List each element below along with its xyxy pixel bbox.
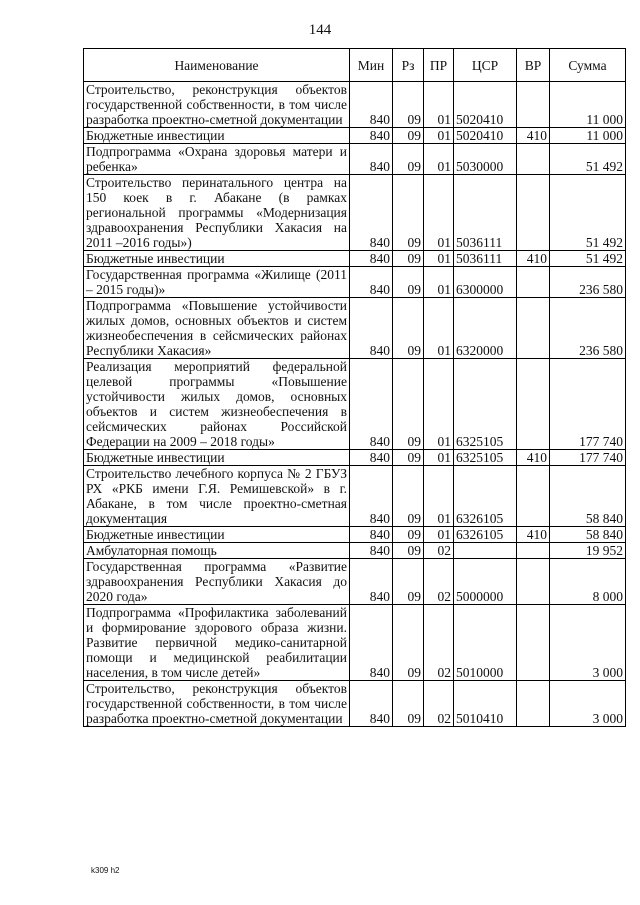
cell-vr: [517, 466, 550, 527]
cell-rz: 09: [393, 298, 424, 359]
cell-pr: 01: [424, 175, 454, 251]
cell-min: 840: [350, 450, 393, 466]
table-row: [84, 175, 626, 251]
cell-sum: 51 492: [550, 175, 626, 251]
cell-vr: [517, 359, 550, 450]
cell-vr: [517, 559, 550, 605]
cell-pr: 01: [424, 82, 454, 128]
cell-sum: 236 580: [550, 267, 626, 298]
cell-min: 840: [350, 251, 393, 267]
cell-min: 840: [350, 128, 393, 144]
cell-name: Бюджетные инвестиции: [84, 128, 350, 144]
cell-vr: 410: [517, 128, 550, 144]
cell-min: 840: [350, 267, 393, 298]
cell-pr: 01: [424, 359, 454, 450]
cell-sum: 177 740: [550, 359, 626, 450]
cell-name: Подпрограмма «Повышение устойчивости жилых домов, основных объектов и систем жизнеобеспечения в сейсмических районах Республики Хакасия»: [84, 298, 350, 359]
cell-sum: 58 840: [550, 466, 626, 527]
cell-sum: 236 580: [550, 298, 626, 359]
cell-vr: [517, 298, 550, 359]
table-row: [84, 450, 626, 466]
cell-rz: 09: [393, 605, 424, 681]
table-row: [84, 128, 626, 144]
cell-sum: 51 492: [550, 251, 626, 267]
cell-rz: 09: [393, 144, 424, 175]
cell-name: Подпрограмма «Охрана здоровья матери и ребенка»: [84, 144, 350, 175]
table-row: [84, 527, 626, 543]
cell-rz: 09: [393, 251, 424, 267]
cell-pr: 01: [424, 450, 454, 466]
cell-rz: 09: [393, 128, 424, 144]
header-rz: Рз: [393, 49, 424, 82]
cell-name: Бюджетные инвестиции: [84, 450, 350, 466]
cell-min: 840: [350, 527, 393, 543]
header-sum: Сумма: [550, 49, 626, 82]
table-row: [84, 144, 626, 175]
cell-csr: 6325105: [454, 359, 517, 450]
cell-min: 840: [350, 466, 393, 527]
cell-csr: 5020410: [454, 82, 517, 128]
cell-vr: [517, 267, 550, 298]
cell-vr: 410: [517, 450, 550, 466]
cell-csr: 5020410: [454, 128, 517, 144]
cell-rz: 09: [393, 681, 424, 727]
cell-csr: 6326105: [454, 466, 517, 527]
cell-vr: 410: [517, 527, 550, 543]
cell-vr: [517, 605, 550, 681]
cell-min: 840: [350, 144, 393, 175]
cell-rz: 09: [393, 466, 424, 527]
cell-name: Бюджетные инвестиции: [84, 527, 350, 543]
cell-csr: 6325105: [454, 450, 517, 466]
table-row: [84, 681, 626, 727]
cell-vr: [517, 82, 550, 128]
cell-vr: [517, 175, 550, 251]
header-min: Мин: [350, 49, 393, 82]
cell-pr: 01: [424, 267, 454, 298]
table-row: [84, 543, 626, 559]
cell-pr: 01: [424, 527, 454, 543]
cell-pr: 02: [424, 559, 454, 605]
cell-name: Бюджетные инвестиции: [84, 251, 350, 267]
table-row: [84, 559, 626, 605]
cell-pr: 02: [424, 543, 454, 559]
cell-sum: 3 000: [550, 605, 626, 681]
cell-pr: 01: [424, 128, 454, 144]
cell-csr: 6326105: [454, 527, 517, 543]
cell-name: Амбулаторная помощь: [84, 543, 350, 559]
cell-name: Строительство, реконструкция объектов государственной собственности, в том числе разработка проектно-сметной документации: [84, 82, 350, 128]
cell-pr: 02: [424, 681, 454, 727]
table-row: [84, 605, 626, 681]
cell-min: 840: [350, 543, 393, 559]
cell-vr: [517, 543, 550, 559]
cell-pr: 01: [424, 251, 454, 267]
table-row: [84, 466, 626, 527]
cell-vr: [517, 681, 550, 727]
cell-min: 840: [350, 298, 393, 359]
cell-sum: 11 000: [550, 82, 626, 128]
header-row: [84, 49, 626, 82]
cell-name: Реализация мероприятий федеральной целевой программы «Повышение устойчивости жилых домов, основных объектов и систем жизнеобеспечения в сейсмических районах Российской Федерации на 2009 – 2018 годы»: [84, 359, 350, 450]
cell-csr: 5000000: [454, 559, 517, 605]
cell-csr: 5010410: [454, 681, 517, 727]
cell-pr: 01: [424, 466, 454, 527]
cell-sum: 11 000: [550, 128, 626, 144]
cell-sum: 177 740: [550, 450, 626, 466]
cell-rz: 09: [393, 359, 424, 450]
cell-sum: 3 000: [550, 681, 626, 727]
table-row: [84, 267, 626, 298]
table-row: [84, 251, 626, 267]
table-row: [84, 298, 626, 359]
cell-csr: 5010000: [454, 605, 517, 681]
cell-sum: 8 000: [550, 559, 626, 605]
cell-pr: 02: [424, 605, 454, 681]
cell-min: 840: [350, 605, 393, 681]
cell-min: 840: [350, 681, 393, 727]
cell-pr: 01: [424, 298, 454, 359]
cell-csr: 5030000: [454, 144, 517, 175]
cell-name: Строительство перинатального центра на 150 коек в г. Абакане (в рамках региональной программы «Модернизация здравоохранения Республики Хакасия на 2011 –2016 годы»): [84, 175, 350, 251]
cell-name: Подпрограмма «Профилактика заболеваний и формирование здорового образа жизни. Развитие первичной медико-санитарной помощи и медицинской реабилитации населения, в том числе детей»: [84, 605, 350, 681]
cell-name: Строительство, реконструкция объектов государственной собственности, в том числе разработка проектно-сметной документации: [84, 681, 350, 727]
header-pr: ПР: [424, 49, 454, 82]
cell-rz: 09: [393, 267, 424, 298]
cell-vr: [517, 144, 550, 175]
header-vr: ВР: [517, 49, 550, 82]
cell-rz: 09: [393, 559, 424, 605]
cell-vr: 410: [517, 251, 550, 267]
page-number: 144: [308, 22, 332, 38]
header-csr: ЦСР: [454, 49, 517, 82]
cell-rz: 09: [393, 450, 424, 466]
cell-sum: 51 492: [550, 144, 626, 175]
table-row: [84, 82, 626, 128]
cell-csr: 6300000: [454, 267, 517, 298]
cell-rz: 09: [393, 82, 424, 128]
footer-code: k309 h2: [91, 866, 120, 875]
cell-rz: 09: [393, 175, 424, 251]
cell-name: Государственная программа «Жилище (2011 – 2015 годы)»: [84, 267, 350, 298]
cell-min: 840: [350, 359, 393, 450]
cell-sum: 19 952: [550, 543, 626, 559]
header-name: Наименование: [84, 49, 350, 82]
budget-table: [83, 48, 626, 727]
cell-min: 840: [350, 82, 393, 128]
cell-rz: 09: [393, 543, 424, 559]
cell-pr: 01: [424, 144, 454, 175]
cell-sum: 58 840: [550, 527, 626, 543]
cell-csr: 5036111: [454, 251, 517, 267]
cell-name: Строительство лечебного корпуса № 2 ГБУЗ РХ «РКБ имени Г.Я. Ремишевской» в г. Абакане, в том числе проектно-сметная документация: [84, 466, 350, 527]
cell-csr: 6320000: [454, 298, 517, 359]
cell-csr: 5036111: [454, 175, 517, 251]
cell-name: Государственная программа «Развитие здравоохранения Республики Хакасия до 2020 года»: [84, 559, 350, 605]
table-row: [84, 359, 626, 450]
cell-min: 840: [350, 559, 393, 605]
cell-csr: [454, 543, 517, 559]
cell-rz: 09: [393, 527, 424, 543]
cell-min: 840: [350, 175, 393, 251]
table-body: [84, 82, 626, 727]
